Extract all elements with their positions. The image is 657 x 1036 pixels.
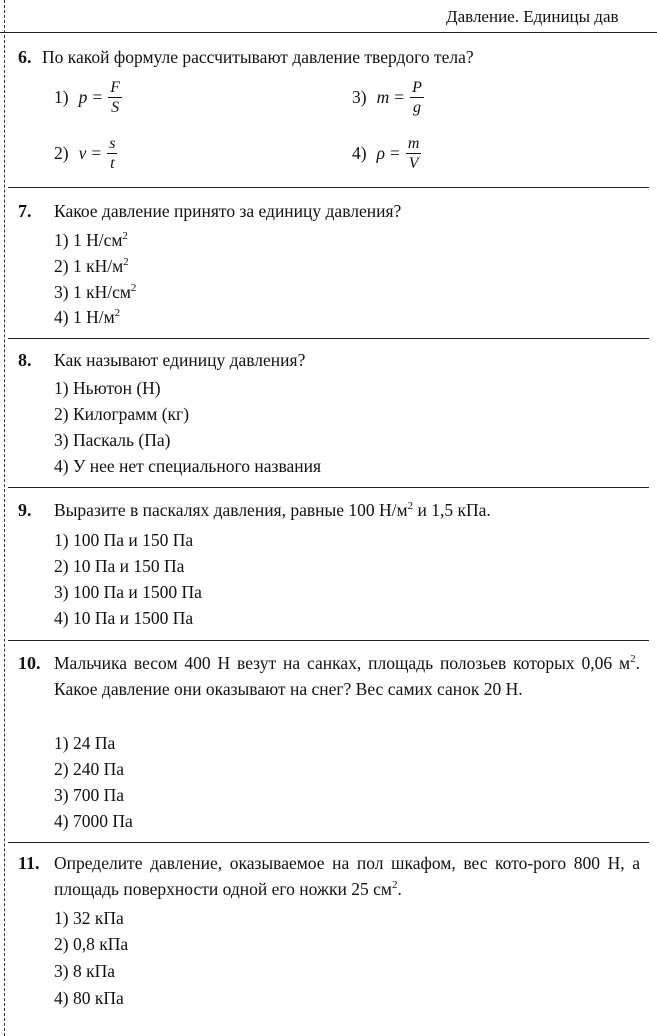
question-text-part: Определите давление, оказываемое на пол шкафом, вес кото-рого 800 Н, а площадь поверхности одной его ножки 25 см xyxy=(54,853,640,899)
question-10-number: 10. xyxy=(18,653,41,673)
question-11-option-3: 3) 8 кПа xyxy=(54,961,115,981)
formula-variable: p xyxy=(78,87,88,107)
question-6-formula-2 xyxy=(54,134,117,173)
formula-label: 3) xyxy=(352,87,367,107)
question-10-option-2: 2) 240 Па xyxy=(54,759,124,779)
question-9-number: 9. xyxy=(18,500,32,520)
formula-label: 2) xyxy=(54,143,69,163)
option-exponent: 2 xyxy=(123,256,129,269)
unit-exponent: 2 xyxy=(407,500,414,513)
question-6-text: По какой формуле рассчитывают давление твердого тела? xyxy=(42,47,474,67)
option-exponent: 2 xyxy=(122,230,128,243)
formula-equals: = xyxy=(389,143,400,163)
question-7-option-3 xyxy=(54,282,136,303)
formula-fraction xyxy=(107,134,117,173)
unit-exponent: 2 xyxy=(630,653,636,666)
question-6-formula-4 xyxy=(352,134,421,173)
fraction-numerator: P xyxy=(412,79,422,96)
question-7-option-2 xyxy=(54,256,129,277)
header-rule xyxy=(0,32,657,33)
option-text: 4) 1 Н/м xyxy=(54,307,115,327)
fraction-denominator: t xyxy=(110,155,115,172)
question-6-formula-1 xyxy=(54,78,122,117)
question-separator xyxy=(8,338,649,339)
formula-label: 1) xyxy=(54,87,69,107)
question-10-option-3: 3) 700 Па xyxy=(54,785,124,805)
question-10-option-1: 1) 24 Па xyxy=(54,733,116,753)
question-9-option-4: 4) 10 Па и 1500 Па xyxy=(54,608,194,628)
question-6-number: 6. xyxy=(18,47,32,67)
question-11-option-1: 1) 32 кПа xyxy=(54,908,124,928)
question-11-number: 11. xyxy=(18,853,40,873)
fraction-denominator: S xyxy=(111,99,120,116)
question-text-part: . xyxy=(397,879,402,899)
formula-label: 4) xyxy=(352,143,367,163)
running-title: Давление. Единицы дав xyxy=(446,7,619,26)
fraction-numerator: F xyxy=(110,79,120,96)
formula-variable: m xyxy=(376,87,390,107)
question-9-option-3: 3) 100 Па и 1500 Па xyxy=(54,582,202,602)
question-7-option-1 xyxy=(54,230,128,251)
formula-variable: ρ xyxy=(376,143,385,163)
formula-variable: v xyxy=(78,143,87,163)
question-8-number: 8. xyxy=(18,350,32,370)
question-7-number: 7. xyxy=(18,201,32,221)
question-8-text: Как называют единицу давления? xyxy=(54,350,306,370)
question-9-text xyxy=(54,497,640,523)
formula-fraction xyxy=(410,78,424,117)
question-text-part: Мальчика весом 400 Н везут на санках, площадь полозьев которых 0,06 м xyxy=(54,653,631,673)
formula-fraction xyxy=(406,134,422,173)
question-8-option-2: 2) Килограмм (кг) xyxy=(54,404,190,424)
question-11-option-4: 4) 80 кПа xyxy=(54,988,124,1008)
fraction-numerator: s xyxy=(109,135,116,152)
question-10-text xyxy=(54,650,640,702)
question-10-option-4: 4) 7000 Па xyxy=(54,811,133,831)
question-separator xyxy=(8,487,649,488)
formula-equals: = xyxy=(394,87,405,107)
question-text-part: . Какое давление они оказывают на снег? Вес самих санок 20 Н. xyxy=(54,653,640,699)
question-9-option-1: 1) 100 Па и 150 Па xyxy=(54,530,194,550)
unit-exponent: 2 xyxy=(391,879,398,892)
formula-fraction xyxy=(108,78,122,117)
question-7-option-4 xyxy=(54,307,120,328)
question-separator xyxy=(8,842,649,843)
option-exponent: 2 xyxy=(130,282,137,295)
cut-line xyxy=(4,0,5,1036)
question-separator xyxy=(8,187,649,188)
fraction-denominator: V xyxy=(408,155,419,172)
question-11-option-2: 2) 0,8 кПа xyxy=(54,934,129,954)
formula-equals: = xyxy=(91,143,102,163)
question-text-part: и 1,5 кПа. xyxy=(413,500,491,520)
question-8-option-4: 4) У нее нет специального названия xyxy=(54,456,322,476)
question-11-text xyxy=(54,850,640,902)
question-8-option-1: 1) Ньютон (Н) xyxy=(54,378,161,398)
question-9-option-2: 2) 10 Па и 150 Па xyxy=(54,556,185,576)
option-text: 2) 1 кН/м xyxy=(54,256,124,276)
question-8-option-3: 3) Паскаль (Па) xyxy=(54,430,171,450)
fraction-denominator: g xyxy=(412,99,421,116)
option-text: 1) 1 Н/см xyxy=(54,230,123,250)
question-7-text: Какое давление принято за единицу давления? xyxy=(54,201,402,221)
question-separator xyxy=(8,640,649,641)
option-exponent: 2 xyxy=(114,307,121,320)
question-6-formula-3 xyxy=(352,78,424,117)
fraction-numerator: m xyxy=(407,135,420,152)
formula-equals: = xyxy=(92,87,103,107)
option-text: 3) 1 кН/см xyxy=(54,282,131,302)
question-text-part: Выразите в паскалях давления, равные 100 Н/м xyxy=(54,500,408,520)
